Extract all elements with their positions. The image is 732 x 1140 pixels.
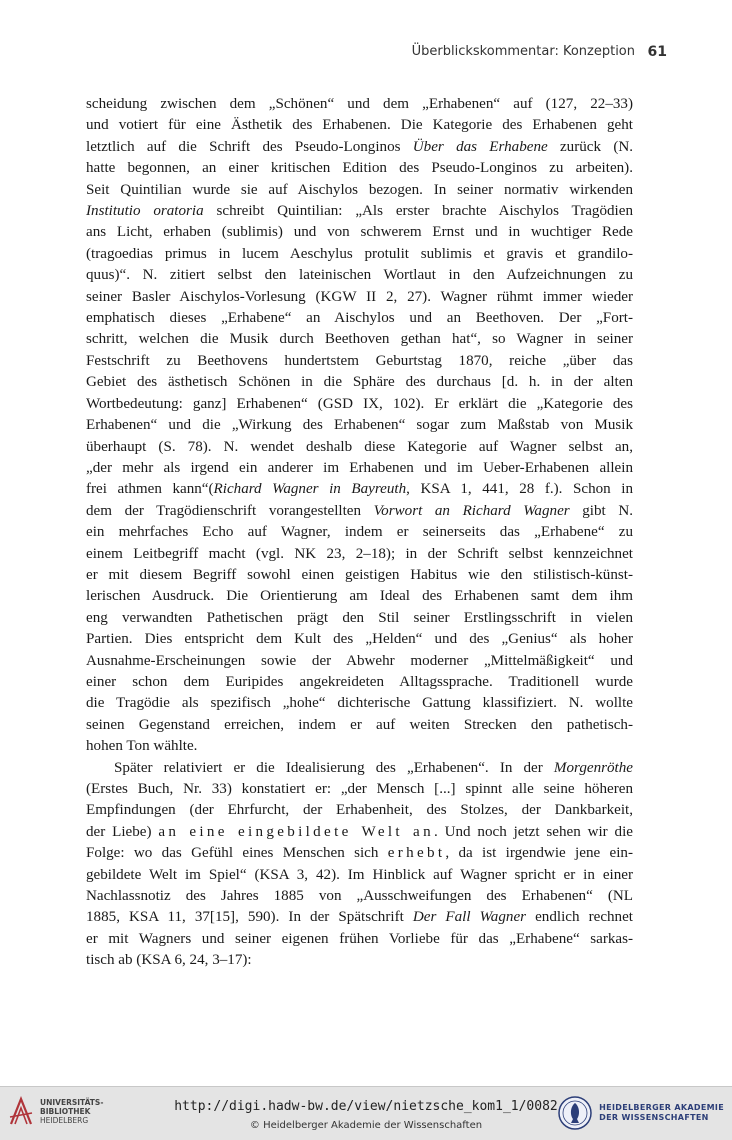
text-line [86,950,633,971]
text-line [86,222,633,243]
text-segment: die Tragödie als spezifisch „hohe“ dichterische Gattung klassifiziert. N. wollte [86,695,633,712]
text-line [86,137,633,158]
source-url[interactable]: http://digi.hadw-bw.de/view/nietzsche_kom1_1/0082 [174,1099,558,1114]
text-line [86,886,633,907]
text-segment: frei athmen kann“( [86,481,214,498]
ub-logo-line: UNIVERSITÄTS- [40,1097,104,1107]
text-line [86,544,633,565]
text-line [86,565,633,586]
text-segment: eng verwandten Pathetischen prägt den Stil seiner Erstlingsschrift in vielen [86,609,633,626]
text-segment: und votiert für eine Ästhetik des Erhabenen. Die Kategorie des Erhabenen geht [86,117,633,134]
ub-logo-line: BIBLIOTHEK [40,1106,91,1116]
text-segment: er mit diesem Begriff sowohl einen geistigen Habitus wie den stilistisch-künst- [86,566,633,583]
text-line [86,865,633,886]
text-line [86,115,633,136]
text-segment: letztlich auf die Schrift des Pseudo-Longinos [86,138,413,155]
text-line [86,608,633,629]
text-line [86,351,633,372]
text-segment: ans Licht, erhaben (sublimis) und von schwerem Ernst und in wuchtiger Rede [86,224,633,241]
text-line [86,907,633,928]
text-line [86,651,633,672]
text-line [86,522,633,543]
spaced-emphasis: an eine eingebildete Welt an [158,823,434,840]
text-segment: zurück (N. [547,138,634,155]
text-line [86,458,633,479]
italic-title: Richard Wagner in Bayreuth [213,481,407,498]
text-line [86,265,633,286]
running-head [86,44,667,60]
text-line [86,479,633,500]
text-segment: schritt, welchen die Musik durch Beethoven gethan hat“, so Wagner in seiner [86,331,633,348]
text-segment: emphatisch dieses „Erhabene“ an Aischylos und an Beethoven. Der „Fort- [86,310,633,327]
text-line [86,715,633,736]
text-segment: gibt N. [569,502,634,519]
text-segment: er mit Wagners und seiner eigenen frühen Vorliebe für das „Erhabene“ sarkas- [86,930,633,947]
page-number: 61 [647,44,667,60]
text-line [86,929,633,950]
text-line [86,201,633,222]
text-line [86,308,633,329]
text-segment: quus)“. N. zitiert selbst den lateinischen Wortlaut in den Aufzeichnungen zu [86,267,633,284]
text-segment: ein mehrfaches Echo auf Wagner, indem er seinerseits das „Erhabene“ zu [86,524,633,541]
text-line [86,437,633,458]
text-line [86,372,633,393]
text-segment: Partien. Dies entspricht dem Kult des „Helden“ und des „Genius“ als hoher [86,631,633,648]
text-line [86,415,633,436]
text-line [86,736,633,757]
ub-logo-line: HEIDELBERG [40,1115,89,1125]
text-line [86,779,633,800]
text-line [86,693,633,714]
text-segment: Erhabenen“ und die „Wirkung des Erhabenen“ sogar zum Maßstab von Musik [86,417,633,434]
text-segment: Gebiet des ästhetisch Schönen in die Sphäre des durchaus [d. h. in der alten [86,374,633,391]
italic-title: Morgenröthe [553,759,633,776]
academy-seal-icon [557,1095,593,1131]
text-segment: (tragoedias primus in lucem Aeschylus protulit sublimis et gravis et grandilo- [86,245,633,262]
academy-logo-line: HEIDELBERGER AKADEMIE [599,1103,724,1112]
text-segment: hatte begonnen, an einer kritischen Edition des Pseudo-Longinos zu arbeiten). [86,160,633,177]
text-line [86,843,633,864]
text-line [86,501,633,522]
text-line [86,586,633,607]
text-segment: , da ist irgendwie jene ein- [445,845,633,862]
spaced-emphasis: erhebt [387,845,446,862]
text-segment: Ausnahme-Erscheinungen sowie der Abwehr moderner „Mittelmäßigkeit“ und [86,652,633,669]
text-line [86,329,633,350]
text-segment: Empfindungen (der Ehrfurcht, der Erhabenheit, des Stolzes, der Dankbarkeit, [86,802,633,819]
text-segment: der Liebe) [86,823,159,840]
text-segment: dem der Tragödienschrift vorangestellten [86,502,374,519]
running-head-title: Überblickskommentar: Konzeption [411,44,635,59]
text-line [86,758,633,779]
text-segment: Nachlassnotiz des Jahres 1885 von „Ausschweifungen des Erhabenen“ (NL [86,888,633,905]
text-segment: (Erstes Buch, Nr. 33) konstatiert er: „der Mensch [...] spinnt alle seine höheren [86,781,633,797]
academy-logo-line: DER WISSENSCHAFTEN [599,1113,709,1122]
italic-title: Vorwort an Richard Wagner [373,502,570,519]
text-segment: überhaupt (S. 78). N. wendet deshalb diese Kategorie auf Wagner selbst an, [86,438,633,455]
body-text [86,94,633,972]
text-line [86,800,633,821]
text-line [86,244,633,265]
text-segment: einem Leitbegriff macht (vgl. NK 23, 2–18); in der Schrift selbst kennzeichnet [86,545,633,562]
text-line [86,394,633,415]
text-segment: Später relativiert er die Idealisierung des „Erhabenen“. In der [114,759,554,776]
text-segment: endlich rechnet [526,909,634,926]
copyright-notice: © Heidelberger Akademie der Wissenschaften [249,1120,483,1131]
text-segment: seiner Basler Aischylos-Vorlesung (KGW II 2, 27). Wagner rühmt immer wieder [86,288,633,305]
text-segment: gebildete Welt im Spiel“ (KSA 3, 42). Im Hinblick auf Wagner spricht er in einer [86,866,633,883]
academy-logo [557,1095,724,1131]
text-segment: Festschrift zu Beethovens hundertstem Geburtstag 1870, reiche „über das [86,352,633,369]
text-segment: scheidung zwischen dem „Schönen“ und dem „Erhabenen“ auf (127, 22–33) [86,96,633,112]
text-line [86,629,633,650]
italic-title: Institutio oratoria [86,203,204,220]
text-segment: lerischen Ausdruck. Die Orientierung am Ideal des Erhabenen samt dem ihm [86,588,633,605]
text-line [86,672,633,693]
text-segment: Wortbedeutung: ganz] Erhabenen“ (GSD IX, 102). Er erklärt die „Kategorie des [86,395,633,412]
text-segment: tisch ab (KSA 6, 24, 3–17): [86,952,252,969]
text-segment: , KSA 1, 441, 28 f.). Schon in [406,481,634,498]
text-line [86,180,633,201]
text-line [86,287,633,308]
italic-title: Über das Erhabene [412,138,548,155]
text-segment: hohen Ton wählte. [86,738,198,755]
text-segment: . Und noch jetzt sehen wir die [433,823,633,840]
italic-title: Der Fall Wagner [412,909,527,926]
text-line [86,94,633,115]
text-segment: einer schon dem Euripides angekreideten Alltagssprache. Traditionell wurde [86,673,633,690]
footer-bar [0,1086,732,1140]
text-line [86,822,633,843]
text-segment: seinen Gegenstand erreichen, indem er auf weiten Strecken den pathetisch- [86,716,633,733]
text-segment: Folge: wo das Gefühl eines Menschen sich [86,845,388,862]
text-segment: 1885, KSA 11, 37[15], 590). In der Spätschrift [86,909,413,926]
text-line [86,158,633,179]
text-segment: „der mehr als irgend ein anderer im Erhabenen und im Ueber-Erhabenen allein [86,459,633,476]
text-segment: Seit Quintilian wurde sie auf Aischylos bezogen. In seiner normativ wirkenden [86,181,633,198]
text-segment: schreibt Quintilian: „Als erster brachte Aischylos Tragödien [203,203,633,220]
